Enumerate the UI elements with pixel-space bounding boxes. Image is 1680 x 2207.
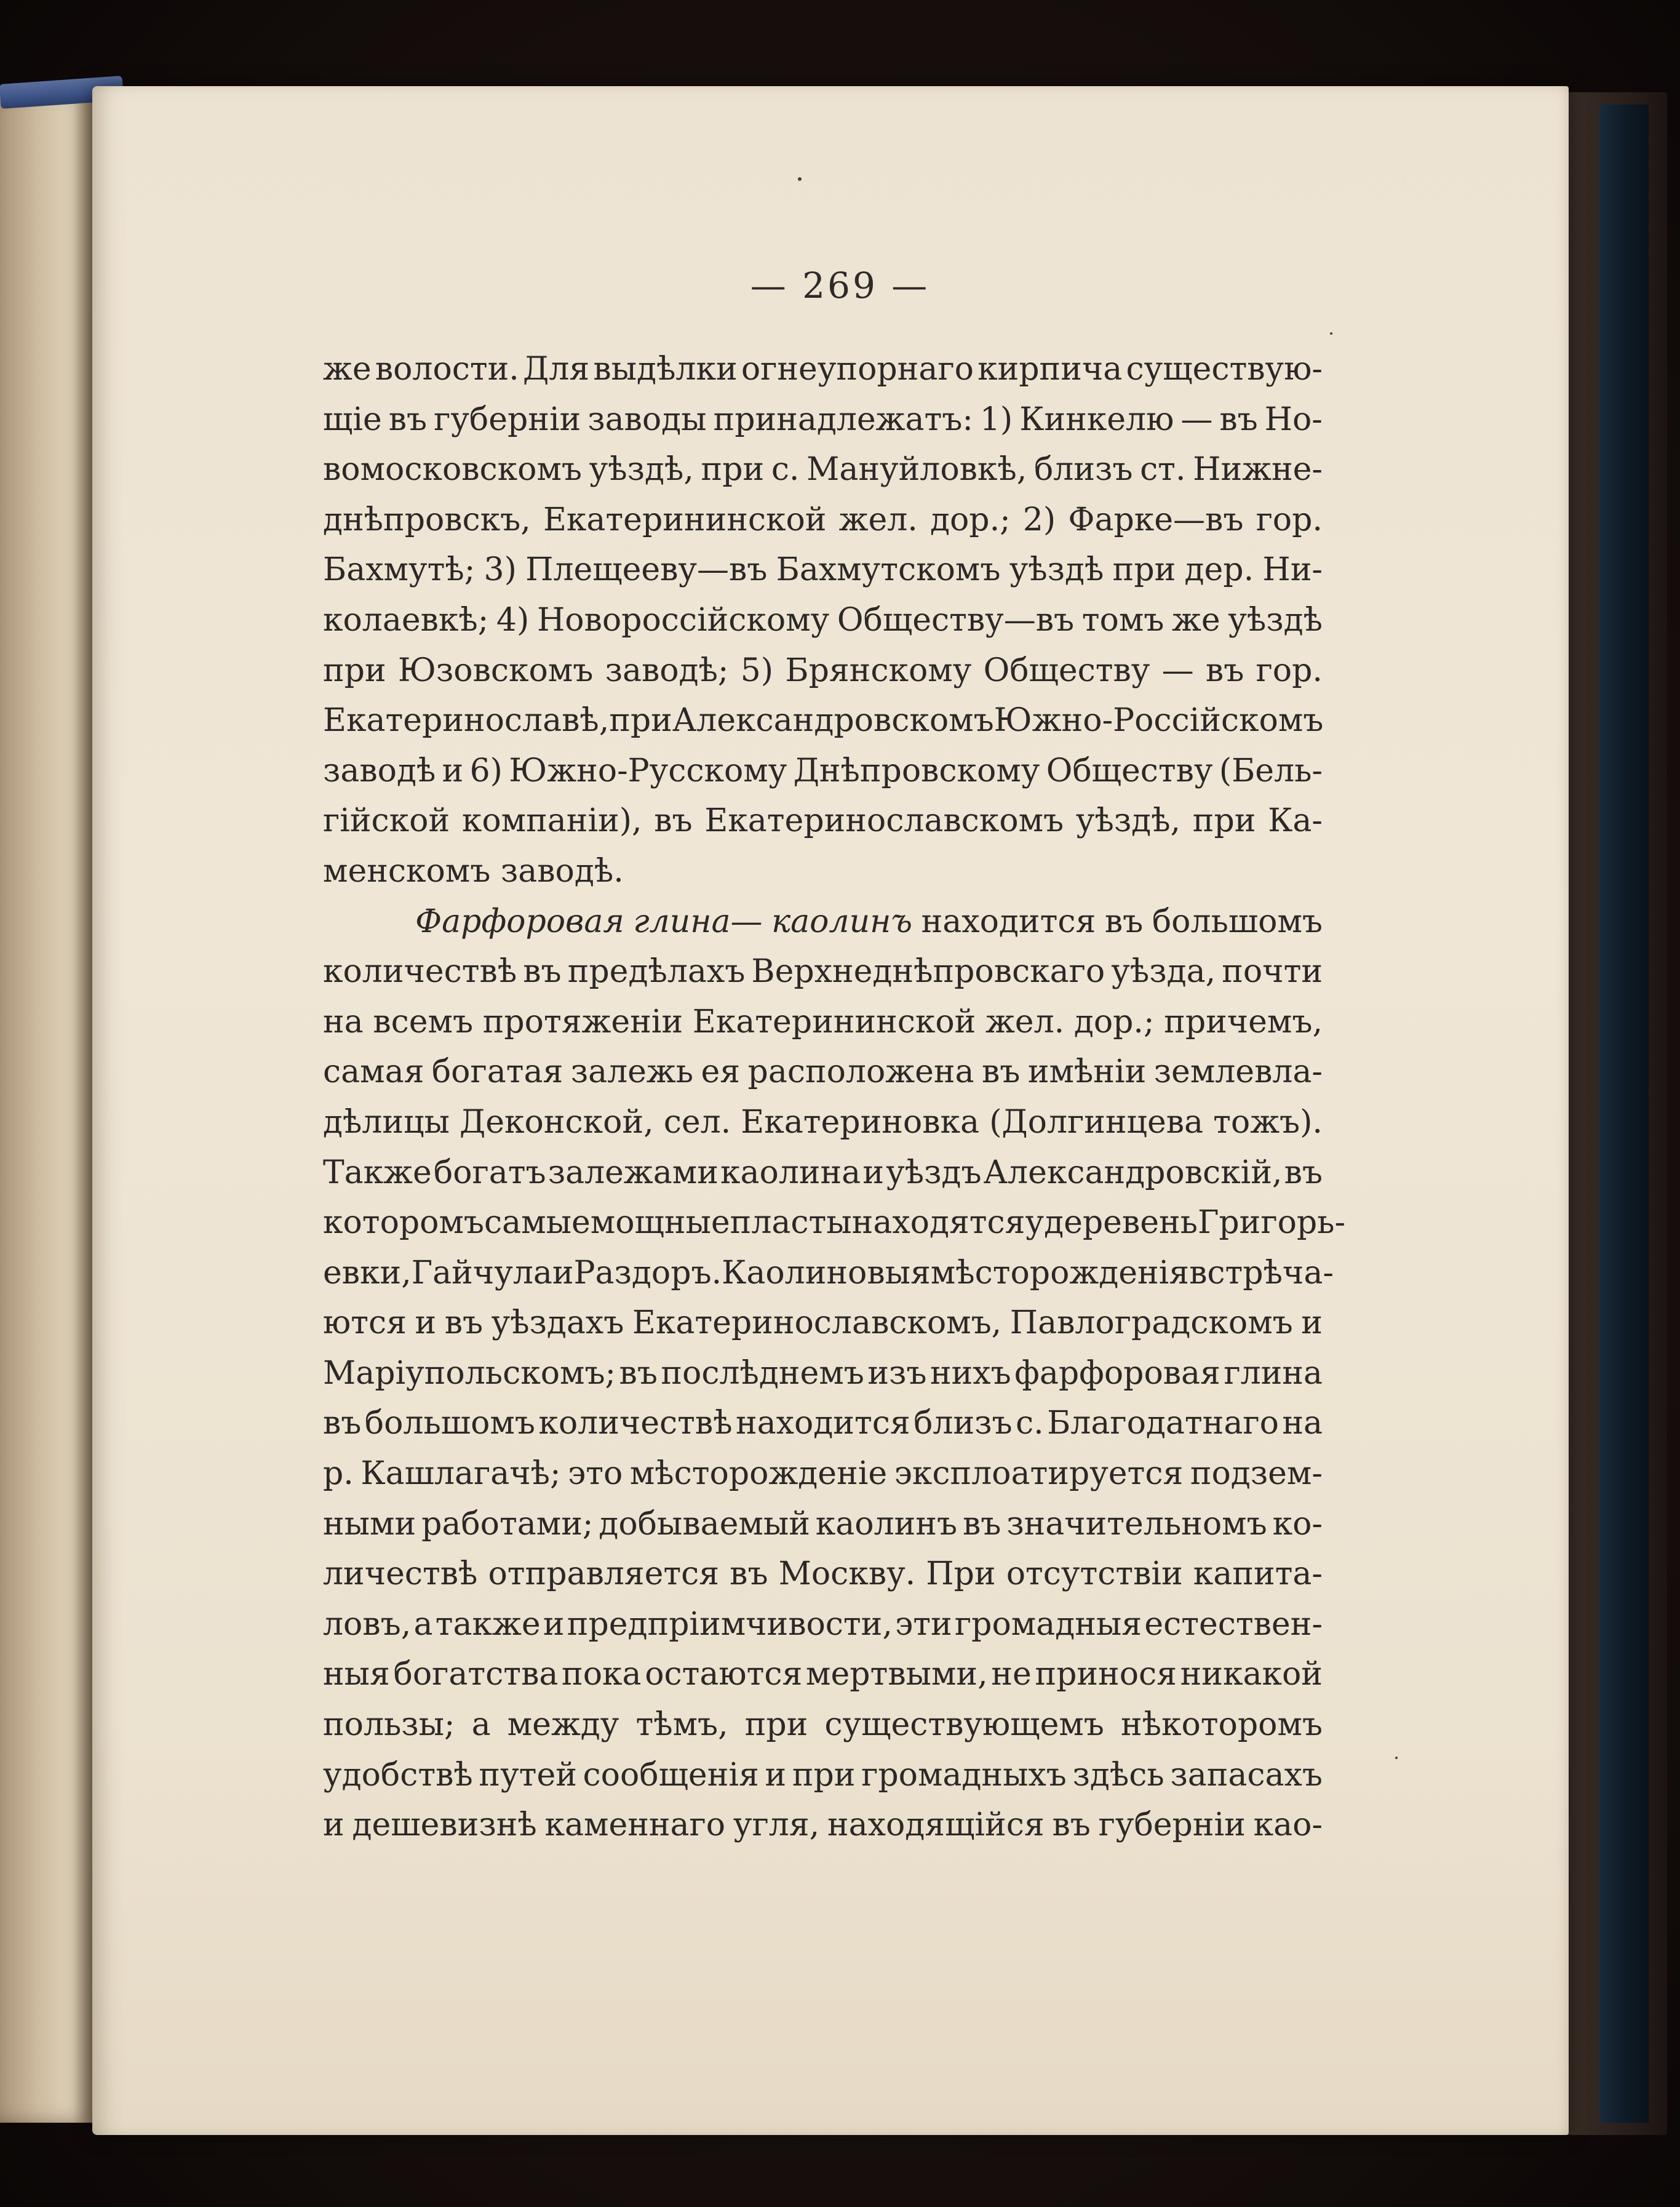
word: Обществу—въ	[837, 601, 1075, 639]
word: жел.	[838, 501, 918, 538]
word: дѣлицы	[323, 1103, 450, 1141]
word: въ	[619, 1354, 658, 1392]
word: Южно-Россійскомъ	[993, 702, 1324, 740]
book-cover-edge	[1599, 105, 1649, 2123]
word: естествен-	[1144, 1605, 1323, 1643]
word: ст.	[1140, 451, 1186, 489]
text-line	[323, 1449, 1323, 1499]
word: при	[792, 1756, 856, 1794]
word: богатая	[431, 1053, 563, 1091]
word: въ	[962, 1505, 1001, 1543]
word: фарфоровая	[1014, 1354, 1220, 1392]
text-line	[323, 1198, 1346, 1248]
word: удобствѣ	[323, 1756, 473, 1794]
word: гор.	[1256, 501, 1323, 538]
word: протяженіи	[482, 1003, 683, 1040]
word: въ	[523, 953, 562, 991]
word: р.	[323, 1455, 354, 1493]
word: глина	[1224, 1354, 1323, 1392]
word: находящійся	[827, 1806, 1045, 1844]
word: с.	[1016, 1405, 1044, 1442]
word: здѣсь	[1072, 1756, 1164, 1794]
word: Каолиновыя	[722, 1254, 931, 1291]
word: Екатеринославѣ,	[323, 702, 610, 740]
text-line	[323, 1600, 1323, 1650]
word: при	[609, 702, 672, 740]
word: огнеупорнаго	[741, 351, 974, 388]
word: отправляется	[488, 1555, 720, 1593]
word: Кашлагачѣ;	[360, 1455, 561, 1493]
word: Ни-	[1262, 551, 1323, 589]
word: и	[543, 1605, 565, 1643]
word: заводѣ;	[605, 652, 729, 689]
word: дор.;	[1073, 1003, 1155, 1040]
word: Для	[523, 351, 590, 388]
word: принося	[1035, 1656, 1177, 1693]
word: и	[442, 752, 464, 789]
word: Благодатнаго	[1047, 1405, 1279, 1442]
word: Бахмутѣ;	[323, 551, 476, 589]
word: гор.	[1256, 652, 1323, 689]
word: Юзовскомъ	[397, 652, 594, 689]
page-speck	[798, 177, 802, 181]
word: въ	[1205, 652, 1244, 689]
word: при	[1112, 551, 1176, 589]
text-line	[323, 1148, 1323, 1199]
word: большомъ	[364, 1405, 535, 1442]
word: и	[765, 1756, 787, 1794]
word: —	[1180, 401, 1213, 438]
word: уѣздѣ	[1228, 601, 1323, 639]
word: заводы	[587, 401, 707, 438]
word: деревень	[1044, 1204, 1198, 1242]
word: значительномъ	[1006, 1505, 1267, 1543]
text-line	[323, 495, 1323, 546]
word: дешевизнѣ	[352, 1806, 537, 1844]
word: Екатерининской	[692, 1003, 976, 1040]
word: самые	[484, 1204, 591, 1242]
text-line: менскомъ заводѣ.	[323, 852, 624, 890]
word: Кинкелю	[1019, 401, 1174, 438]
left-facing-page	[0, 92, 92, 2123]
text-line	[323, 746, 1323, 797]
word: Но-	[1264, 401, 1323, 438]
word: 4)	[496, 601, 530, 639]
word: и	[1301, 1304, 1323, 1342]
text-line	[323, 1750, 1323, 1801]
word: Плещееву—въ	[525, 551, 768, 589]
word: существующемъ	[824, 1706, 1104, 1744]
word: Фарке—въ	[1068, 501, 1244, 538]
word: расположена	[747, 1053, 974, 1091]
word: отсутствіи	[1006, 1555, 1183, 1593]
word: Александровскомъ	[672, 702, 994, 740]
text-line	[323, 345, 1323, 395]
word: уѣзда,	[1111, 953, 1216, 991]
word: на	[1282, 1405, 1323, 1442]
word: имѣніи	[1027, 1053, 1147, 1091]
word: губерніи	[1098, 1806, 1246, 1844]
word: мертвыми,	[806, 1656, 988, 1693]
text-line	[323, 1349, 1323, 1399]
word: существую-	[1126, 351, 1323, 388]
word: Гайчула	[411, 1254, 552, 1291]
word: Также	[323, 1154, 432, 1191]
word: Раздоръ.	[573, 1254, 722, 1291]
word: щіе	[323, 401, 382, 438]
word: землевла-	[1153, 1053, 1323, 1091]
page-speck	[1330, 332, 1332, 335]
word: угля,	[733, 1806, 820, 1844]
word: предѣлахъ	[567, 953, 746, 991]
word: которомъ	[323, 1204, 485, 1242]
word: работами;	[421, 1505, 594, 1543]
word: добываемый	[599, 1505, 810, 1543]
text-line	[323, 1499, 1323, 1550]
word: Александровскій,	[983, 1154, 1283, 1191]
word: Маріупольскомъ;	[323, 1354, 616, 1392]
word: принадлежатъ:	[713, 401, 973, 438]
word: као-	[1253, 1806, 1323, 1844]
word: При	[926, 1555, 996, 1593]
word: между	[507, 1706, 619, 1744]
word: близъ	[1033, 451, 1133, 489]
word: Верхнеднѣпровскаго	[751, 953, 1105, 991]
word: почти	[1222, 953, 1323, 991]
word: никакой	[1180, 1656, 1323, 1693]
text-line	[323, 696, 1323, 746]
word: евки,	[323, 1254, 412, 1291]
word: громадныя	[954, 1605, 1142, 1643]
word: пользы;	[323, 1706, 455, 1744]
word: подзем-	[1190, 1455, 1323, 1493]
word: залежь	[570, 1053, 694, 1091]
word: путей	[479, 1756, 577, 1794]
word: въ	[1104, 903, 1144, 940]
word: капита-	[1193, 1555, 1323, 1593]
word: дер.	[1184, 551, 1254, 589]
word: днѣпровскъ,	[323, 501, 531, 538]
word: не	[991, 1656, 1032, 1693]
word: богатства	[393, 1656, 559, 1693]
word: гійской	[323, 802, 450, 840]
word: также	[435, 1605, 541, 1643]
word: остаются	[645, 1656, 803, 1693]
word: уѣздъ	[886, 1154, 982, 1191]
text-line	[323, 796, 1323, 847]
word: нѣкоторомъ	[1120, 1706, 1323, 1744]
word: находятся	[851, 1204, 1025, 1242]
word: ются	[323, 1304, 407, 1342]
word: находится	[736, 1405, 910, 1442]
word: уѣздѣ,	[1075, 802, 1181, 840]
word: а	[471, 1706, 491, 1744]
word: уѣздахъ	[491, 1304, 624, 1342]
word: Мануйловкѣ,	[806, 451, 1027, 489]
word: Григорь-	[1197, 1204, 1346, 1242]
word: личествѣ	[323, 1555, 478, 1593]
word: заводѣ	[323, 752, 436, 789]
word: количествѣ	[323, 953, 517, 991]
word: (Долгинцева	[989, 1103, 1204, 1141]
word: Екатеринославскомъ	[704, 802, 1064, 840]
word: томъ	[1081, 601, 1164, 639]
italic-word: глина—	[633, 903, 763, 940]
word: —	[1161, 652, 1194, 689]
word: Нижне-	[1193, 451, 1323, 489]
word: при	[701, 451, 765, 489]
word: запасахъ	[1170, 1756, 1323, 1794]
word: мѣсторожденіе	[629, 1455, 888, 1493]
word: предпріимчивости,	[567, 1605, 893, 1643]
word: и	[862, 1154, 884, 1191]
word: въ	[444, 1304, 484, 1342]
word: въ	[388, 401, 428, 438]
word: же	[1172, 601, 1220, 639]
text-line	[323, 997, 1323, 1048]
text-line	[323, 395, 1323, 445]
word: выдѣлки	[593, 351, 738, 388]
italic-word: каолинъ	[771, 903, 912, 940]
text-line	[323, 1650, 1323, 1700]
word: Брянскому	[785, 652, 972, 689]
word: 2)	[1022, 501, 1056, 538]
word: послѣднемъ	[661, 1354, 864, 1392]
word: колаевкѣ;	[323, 601, 489, 639]
page-speck	[1395, 1757, 1398, 1759]
word: дор.;	[930, 501, 1011, 538]
text-line	[323, 646, 1323, 696]
word: при	[323, 652, 386, 689]
word: при	[1192, 802, 1256, 840]
word: въ	[982, 1053, 1021, 1091]
text-line	[323, 1298, 1323, 1349]
text-line	[323, 1248, 1334, 1299]
text-line	[323, 947, 1323, 997]
word: уѣздѣ	[1009, 551, 1104, 589]
page-number: — 269 —	[750, 265, 930, 306]
word: громадныхъ	[861, 1756, 1067, 1794]
body-text	[323, 345, 1346, 1851]
word: ея	[701, 1053, 741, 1091]
word: встрѣча-	[1189, 1254, 1334, 1291]
word: мощные	[590, 1204, 730, 1242]
word: и	[323, 1806, 344, 1844]
word: Москву.	[778, 1555, 916, 1593]
word: каменнаго	[544, 1806, 726, 1844]
word: въ	[1219, 401, 1258, 438]
text-line	[323, 596, 1323, 646]
word: Обществу	[1046, 752, 1213, 789]
word: вомосковскомъ	[323, 451, 583, 489]
text-line	[323, 1800, 1323, 1851]
text-line	[323, 1549, 1323, 1600]
text-line	[323, 1047, 1323, 1098]
word: ными	[323, 1505, 416, 1543]
word: въ	[1052, 1806, 1091, 1844]
word: эти	[895, 1605, 952, 1643]
word: изъ	[867, 1354, 927, 1392]
word: кирпича	[977, 351, 1123, 388]
word: Южно-Русскому	[509, 752, 787, 789]
word: мѣсторожденія	[930, 1254, 1190, 1291]
word: 6)	[469, 752, 503, 789]
word: большомъ	[1152, 903, 1323, 940]
word: жел.	[985, 1003, 1065, 1040]
word: тѣмъ,	[635, 1706, 728, 1744]
word: въ	[1284, 1154, 1323, 1191]
text-line	[323, 545, 1323, 596]
word: на	[323, 1003, 364, 1040]
word: 5)	[740, 652, 774, 689]
word: Днѣпровскому	[793, 752, 1040, 789]
word: въ	[730, 1555, 768, 1593]
word: Екатериновка	[741, 1103, 979, 1141]
word: каолина	[720, 1154, 861, 1191]
word: Деконской,	[460, 1103, 654, 1141]
word: ко-	[1272, 1505, 1323, 1543]
word: компаніи),	[461, 802, 642, 840]
word: каолинъ	[815, 1505, 958, 1543]
word: количествѣ	[538, 1405, 733, 1442]
word: Екатерининской	[543, 501, 827, 538]
word: Обществу	[983, 652, 1150, 689]
word: нихъ	[930, 1354, 1011, 1392]
word: же	[323, 351, 372, 388]
word: уѣздѣ,	[589, 451, 694, 489]
word: Бахмутскомъ	[776, 551, 1001, 589]
word: с.	[771, 451, 800, 489]
text-line	[323, 1399, 1323, 1449]
word: это	[568, 1455, 623, 1493]
text-line	[323, 1098, 1323, 1148]
word: Новороссійскому	[536, 601, 830, 639]
word: богатъ	[433, 1154, 546, 1191]
word: въ	[654, 802, 693, 840]
word: 1)	[979, 401, 1013, 438]
word: ныя	[323, 1656, 390, 1693]
word: причемъ,	[1164, 1003, 1323, 1040]
word: въ	[323, 1405, 362, 1442]
word: Ка-	[1268, 802, 1323, 840]
word: эксплоатируется	[894, 1455, 1184, 1493]
word: 3)	[484, 551, 517, 589]
text-line	[323, 445, 1323, 495]
word: у	[1025, 1204, 1045, 1242]
italic-word: Фарфоровая	[415, 903, 624, 940]
word: волости.	[375, 351, 519, 388]
word: и	[552, 1254, 574, 1291]
word: губерніи	[434, 401, 581, 438]
word: а	[413, 1605, 433, 1643]
text-line	[323, 1700, 1323, 1750]
word: тожъ).	[1213, 1103, 1323, 1141]
word: залежами	[547, 1154, 719, 1191]
word: сел.	[663, 1103, 731, 1141]
word: находится	[921, 903, 1096, 940]
word: сообщенія	[583, 1756, 759, 1794]
paragraph-lead-line	[323, 897, 1323, 948]
word: Павлоградскомъ	[1009, 1304, 1293, 1342]
word: ловъ,	[323, 1605, 412, 1643]
word: пласты	[730, 1204, 852, 1242]
word: всемъ	[373, 1003, 474, 1040]
word: (Бель-	[1219, 752, 1323, 789]
word: близъ	[914, 1405, 1013, 1442]
word: при	[744, 1706, 808, 1744]
word: пока	[562, 1656, 642, 1693]
word: самая	[323, 1053, 424, 1091]
word: и	[415, 1304, 437, 1342]
word: Екатеринославскомъ,	[632, 1304, 1002, 1342]
